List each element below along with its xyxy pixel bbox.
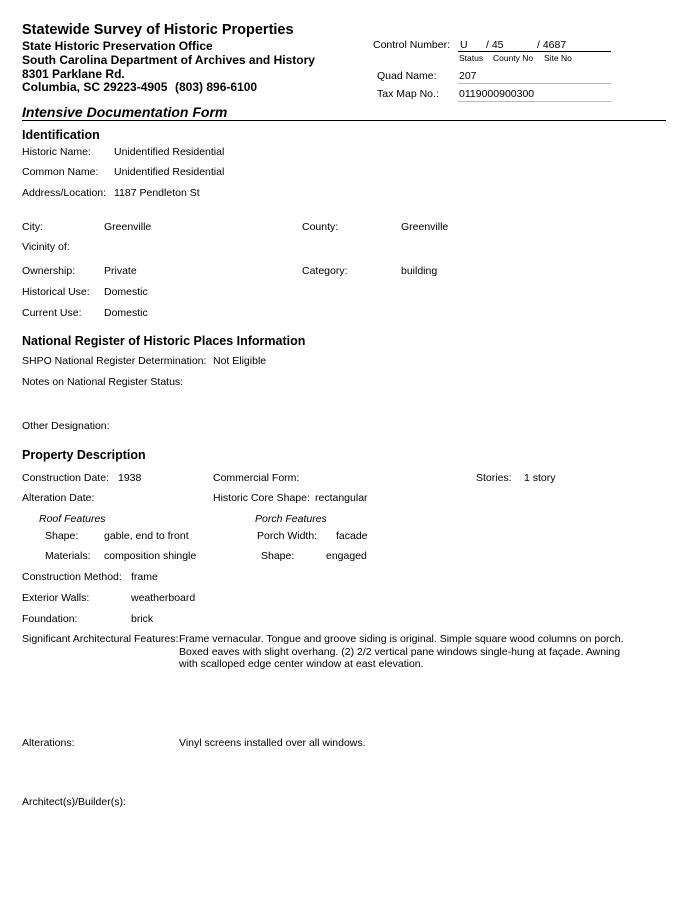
address-value: 1187 Pendleton St	[114, 187, 200, 199]
porch-width-label: Porch Width:	[257, 530, 318, 542]
tax-map-value: 0119000900300	[459, 88, 535, 100]
quad-name-underline	[458, 83, 611, 84]
tax-map-label: Tax Map No.:	[377, 88, 439, 100]
nr-determination-value: Not Eligible	[213, 355, 267, 367]
construction-date-label: Construction Date:	[22, 472, 109, 484]
ownership-value: Private	[104, 265, 137, 277]
county-label: County:	[302, 221, 339, 233]
control-status: U	[460, 39, 468, 51]
common-name-value: Unidentified Residential	[114, 166, 225, 178]
porch-shape-value: engaged	[326, 550, 367, 562]
exterior-walls-value: weatherboard	[131, 592, 196, 604]
control-number-underline	[458, 51, 611, 52]
vicinity-label: Vicinity of:	[22, 241, 70, 253]
historic-name-label: Historic Name:	[22, 146, 91, 158]
county-caption: County No	[493, 53, 534, 63]
historical-use-value: Domestic	[104, 286, 148, 298]
stories-label: Stories:	[476, 472, 512, 484]
quad-name-label: Quad Name:	[377, 70, 437, 82]
site-caption: Site No	[544, 53, 572, 63]
core-shape-value: rectangular	[315, 492, 368, 504]
national-register-heading: National Register of Historic Places Information	[22, 334, 306, 348]
city-label: City:	[22, 221, 43, 233]
category-value: building	[401, 265, 438, 277]
commercial-form-label: Commercial Form:	[213, 472, 300, 484]
common-name-label: Common Name:	[22, 166, 99, 178]
historical-use-label: Historical Use:	[22, 286, 90, 298]
city-value: Greenville	[104, 221, 152, 233]
address-label: Address/Location:	[22, 187, 107, 199]
alteration-date-label: Alteration Date:	[22, 492, 95, 504]
roof-shape-label: Shape:	[45, 530, 79, 542]
architect-builder-label: Architect(s)/Builder(s):	[22, 796, 126, 808]
control-number-label: Control Number:	[373, 39, 451, 51]
foundation-value: brick	[131, 613, 154, 625]
porch-width-value: facade	[336, 530, 368, 542]
office-line-2: South Carolina Department of Archives and History	[22, 53, 315, 67]
quad-name-value: 207	[459, 70, 477, 82]
county-value: Greenville	[401, 221, 449, 233]
porch-features-heading: Porch Features	[255, 513, 327, 525]
property-description-heading: Property Description	[22, 448, 146, 462]
porch-shape-label: Shape:	[261, 550, 295, 562]
significant-features-label: Significant Architectural Features:	[22, 633, 179, 645]
current-use-value: Domestic	[104, 307, 148, 319]
current-use-label: Current Use:	[22, 307, 82, 319]
materials-label: Materials:	[45, 550, 91, 562]
roof-features-heading: Roof Features	[39, 513, 106, 525]
construction-method-label: Construction Method:	[22, 571, 122, 583]
survey-title: Statewide Survey of Historic Properties	[22, 22, 294, 38]
office-line-4: Columbia, SC 29223-4905	[22, 80, 168, 94]
alterations-label: Alterations:	[22, 737, 75, 749]
nr-determination-label: SHPO National Register Determination:	[22, 355, 207, 367]
form-title: Intensive Documentation Form	[22, 104, 228, 120]
exterior-walls-label: Exterior Walls:	[22, 592, 90, 604]
construction-date-value: 1938	[118, 472, 142, 484]
ownership-label: Ownership:	[22, 265, 76, 277]
construction-method-value: frame	[131, 571, 158, 583]
roof-shape-value: gable, end to front	[104, 530, 189, 542]
category-label: Category:	[302, 265, 348, 277]
identification-heading: Identification	[22, 128, 100, 142]
materials-value: composition shingle	[104, 550, 197, 562]
nr-notes-label: Notes on National Register Status:	[22, 376, 184, 388]
office-line-1: State Historic Preservation Office	[22, 39, 213, 53]
control-county-no: / 45	[486, 39, 504, 51]
office-phone: (803) 896-6100	[175, 80, 258, 94]
status-caption: Status	[459, 53, 484, 63]
significant-features-value: Frame vernacular. Tongue and groove siding is original. Simple square wood columns on porch. Boxed eaves with slight overhang. (2) 2/2 vertical pane windows single-hung at façade. Awning with scalloped edge center window at east elevation.	[179, 633, 624, 670]
tax-map-underline	[458, 101, 611, 102]
other-designation-label: Other Designation:	[22, 420, 110, 432]
core-shape-label: Historic Core Shape:	[213, 492, 310, 504]
historic-name-value: Unidentified Residential	[114, 146, 225, 158]
control-site-no: / 4687	[537, 39, 567, 51]
stories-value: 1 story	[524, 472, 556, 484]
alterations-value: Vinyl screens installed over all windows.	[179, 737, 366, 749]
foundation-label: Foundation:	[22, 613, 78, 625]
office-line-3: 8301 Parklane Rd.	[22, 67, 125, 81]
form-title-rule	[22, 120, 666, 121]
